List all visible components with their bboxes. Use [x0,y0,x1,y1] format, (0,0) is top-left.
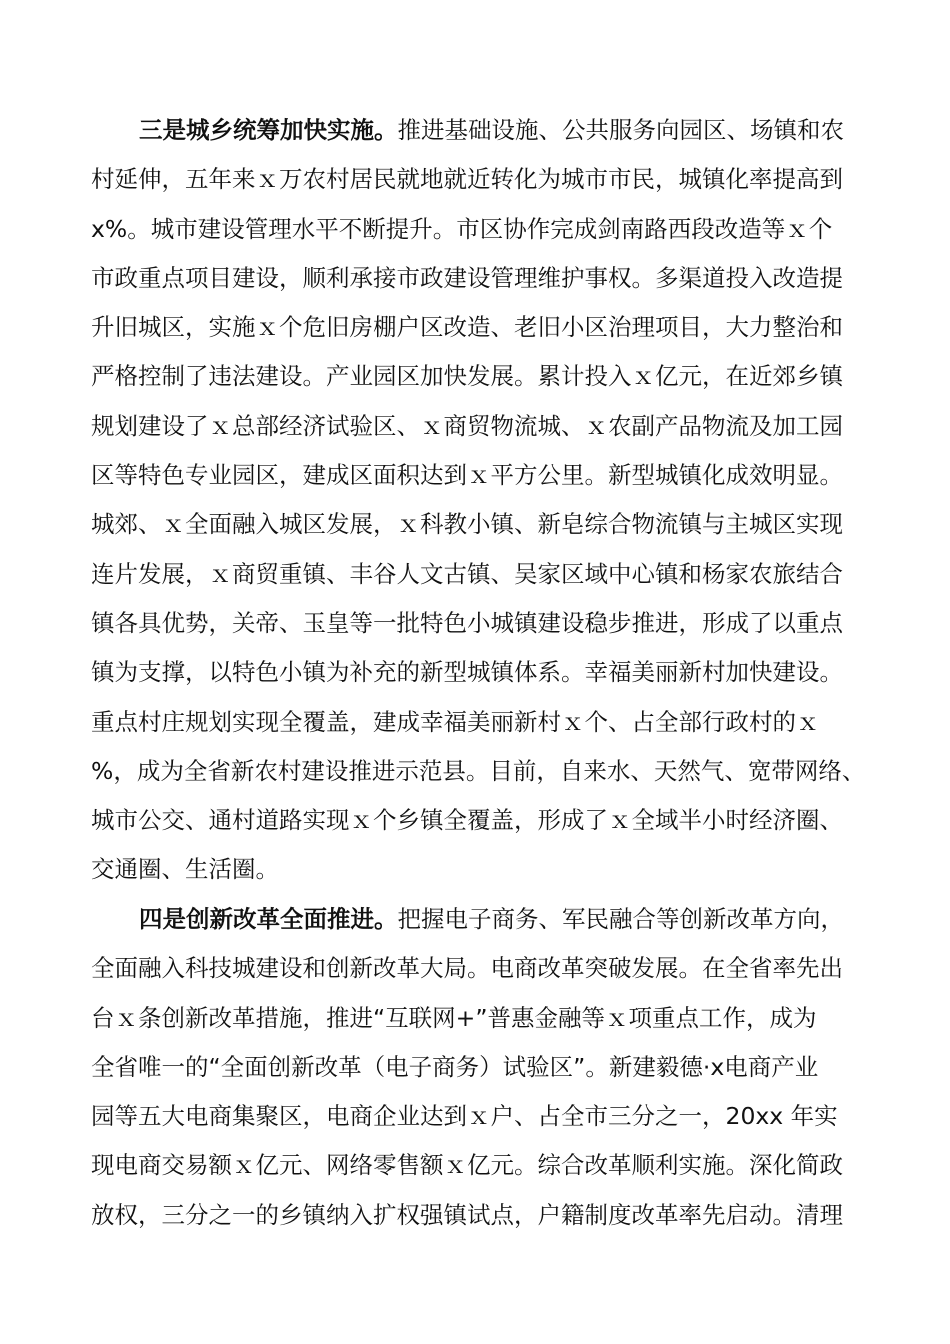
text-line: 市政重点项目建设，顺利承接市政建设管理维护事权。多渠道投入改造提 [91,263,843,292]
text-line: x%。城市建设管理水平不断提升。市区协作完成剑南路西段改造等ｘ个 [91,214,833,243]
text-line: 严格控制了违法建设。产业园区加快发展。累计投入ｘ亿元，在近郊乡镇 [91,362,843,391]
text-line: 园等五大电商集聚区，电商企业达到ｘ户、占全市三分之一，20xx 年实 [91,1102,838,1131]
paragraph-heading: 三是城乡统筹加快实施。 [139,116,398,144]
text-line: 交通圈、生活圈。 [91,855,279,884]
text-line: %，成为全省新农村建设推进示范县。目前，自来水、天然气、宽带网络、 [91,756,866,785]
text-line: 台ｘ条创新改革措施，推进“互联网+”普惠金融等ｘ项重点工作，成为 [91,1003,817,1032]
text-line: 城市公交、通村道路实现ｘ个乡镇全覆盖，形成了ｘ全域半小时经济圈、 [91,806,843,835]
text-line: 规划建设了ｘ总部经济试验区、ｘ商贸物流城、ｘ农副产品物流及加工园 [91,411,843,440]
text-line: 把握电子商务、军民融合等创新改革方向， [397,905,844,933]
text-line: 全面融入科技城建设和创新改革大局。电商改革突破发展。在全省率先出 [91,954,843,983]
text-line: 区等特色专业园区，建成区面积达到ｘ平方公里。新型城镇化成效明显。 [91,461,843,490]
text-line: 推进基础设施、公共服务向园区、场镇和农 [397,116,844,144]
text-line: 连片发展，ｘ商贸重镇、丰谷人文古镇、吴家区域中心镇和杨家农旅结合 [91,559,843,588]
text-line: 重点村庄规划实现全覆盖，建成幸福美丽新村ｘ个、占全部行政村的ｘ [91,707,820,736]
text-line: 镇各具优势，关帝、玉皇等一批特色小城镇建设稳步推进，形成了以重点 [91,608,843,637]
text-line: 放权，三分之一的乡镇纳入扩权强镇试点，户籍制度改革率先启动。清理 [91,1200,843,1229]
text-line: 城郊、ｘ全面融入城区发展，ｘ科教小镇、新皂综合物流镇与主城区实现 [91,510,843,539]
paragraph-innovation-reform [91,895,871,1240]
text-line: 村延伸，五年来ｘ万农村居民就地就近转化为城市市民，城镇化率提高到 [91,165,843,194]
text-line: 现电商交易额ｘ亿元、网络零售额ｘ亿元。综合改革顺利实施。深化简政 [91,1151,843,1180]
paragraph-heading: 四是创新改革全面推进。 [139,905,398,933]
text-line: 升旧城区，实施ｘ个危旧房棚户区改造、老旧小区治理项目，大力整治和 [91,313,843,342]
text-line: 全省唯一的“全面创新改革（电子商务）试验区”。新建毅德·x电商产业 [91,1052,819,1081]
paragraph-first-line [91,106,871,155]
paragraph-urban-rural [91,106,871,895]
paragraph-first-line [91,895,871,944]
text-line: 镇为支撑，以特色小镇为补充的新型城镇体系。幸福美丽新村加快建设。 [91,658,843,687]
